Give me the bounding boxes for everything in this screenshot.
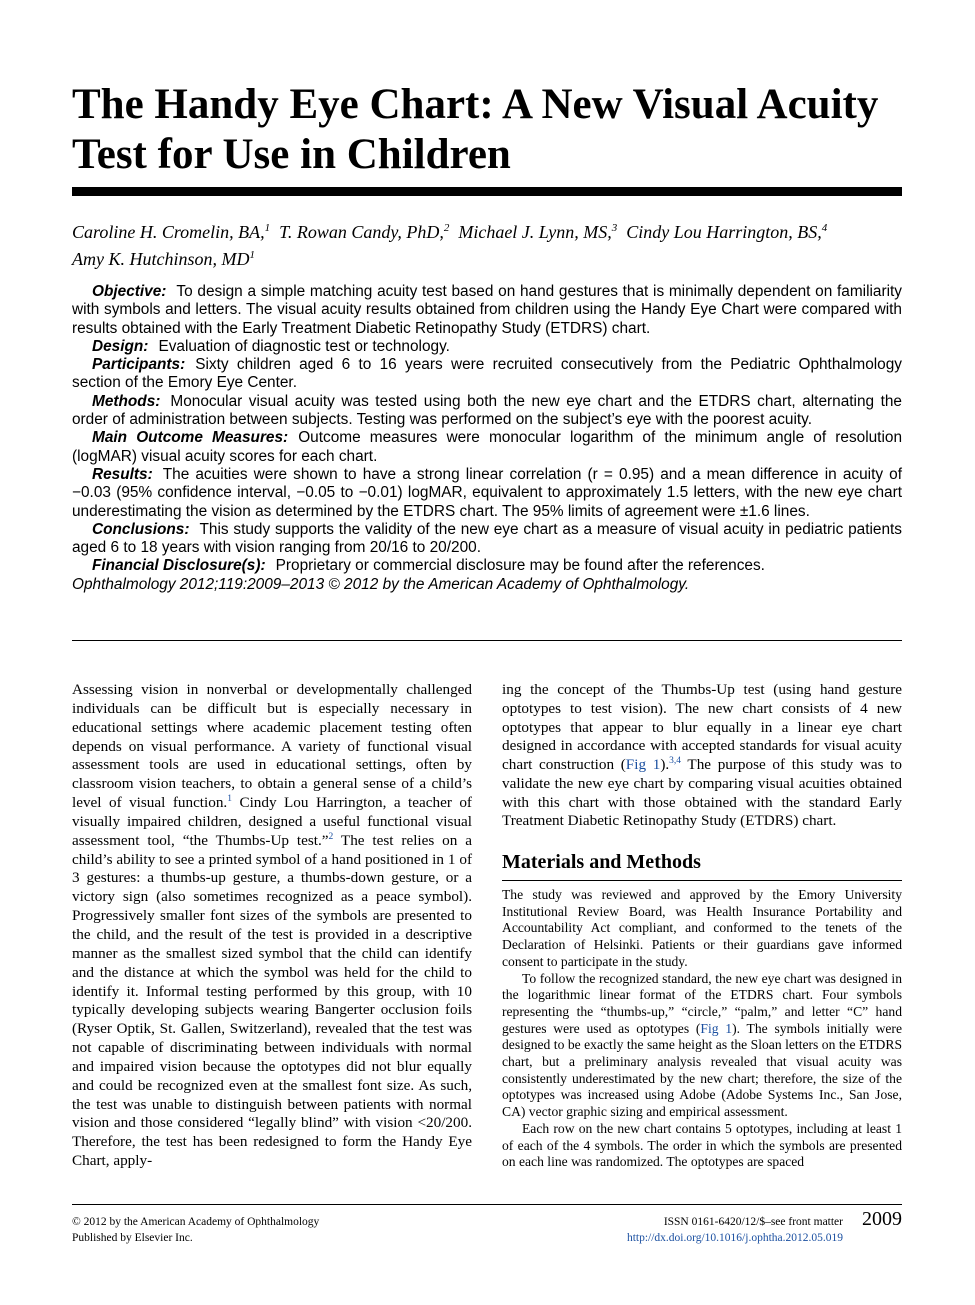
issn-line: ISSN 0161-6420/12/$–see front matter	[663, 1216, 843, 1228]
methods-paragraph: Each row on the new chart contains 5 optotypes, including at least 1 of each of the 4 symbols. The order in which the symbols are presented on each line was randomized. The optotypes are spaced	[502, 1120, 902, 1170]
section-heading: Materials and Methods	[502, 851, 701, 873]
abstract-label: Conclusions:	[92, 520, 190, 538]
abstract-text: To design a simple matching acuity test based on hand gestures that is minimally dependent on familiarity with symbols and letters. The visual acuity results obtained from children using the Handy Eye Chart were compared with results obtained with the Early Treatment Diabetic Retinopathy Study (ETDRS) chart.	[72, 283, 902, 337]
intro-paragraph	[72, 681, 472, 1171]
abstract-label: Participants:	[92, 356, 186, 374]
abstract-text: Sixty children aged 6 to 16 years were recruited consecutively from the Pediatric Ophthalmology section of the Emory Eye Center.	[72, 356, 902, 392]
body-text: ). The symbols initially were designed to be exactly the same height as the Sloan letters on the ETDRS chart, but a preliminary analysis revealed that visual acuity was consistently underestimated by the new chart; therefore, the size of the optotypes was increased using Adobe (Adobe Systems Inc., San Jose, CA) vector graphic sizing and empirical assessment.	[502, 1020, 902, 1120]
author-name: T. Rowan Candy, PhD,	[279, 222, 444, 242]
abstract-objective	[72, 283, 902, 338]
affiliation-mark: 3	[611, 222, 618, 234]
body-text: The purpose of this study was to validate the new eye chart by comparing visual acuities obtained with this chart with those obtained with the standard Early Treatment Diabetic Retinopathy Study (ETDRS) chart.	[502, 756, 902, 830]
abstract-text: Outcome measures were monocular logarithm of the minimum angle of resolution (logMAR) visual acuity scores for each chart.	[72, 429, 903, 465]
abstract	[72, 283, 902, 594]
abstract-text: The acuities were shown to have a strong linear correlation (r = 0.95) and a mean difference in acuity of −0.03 (95% confidence interval, −0.05 to −0.01) logMAR, equivalent to approximately 1.5 letters, with the new eye chart underestimating the vision as determined by the ETDRS chart. The 95% limits of agreement were ±1.6 lines.	[72, 465, 902, 520]
abstract-conclusions	[72, 521, 902, 558]
abstract-label: Methods:	[92, 392, 161, 410]
author-name: Michael J. Lynn, MS,	[458, 222, 612, 242]
abstract-results	[72, 466, 902, 521]
abstract-text: Evaluation of diagnostic test or technology.	[158, 337, 450, 355]
methods-paragraph: The study was reviewed and approved by the Emory University Institutional Review Board, was Health Insurance Portability and Accountability Act compliant, and conformed to the tenets of the Declaration of Helsinki. Patients or their guardians gave informed consent to participate in the study.	[502, 887, 902, 969]
figure-link[interactable]: Fig 1	[625, 756, 661, 773]
affiliation-mark: 1	[264, 222, 271, 234]
abstract-text: This study supports the validity of the new eye chart as a measure of visual acuity in pediatric patients aged 6 to 18 years with vision ranging from 20/16 to 20/200.	[72, 520, 902, 557]
page-number: 2009	[862, 1208, 902, 1230]
affiliation-mark: 2	[443, 222, 450, 234]
reference-link[interactable]: 1	[227, 794, 232, 804]
author-list	[72, 217, 902, 271]
article-title: The Handy Eye Chart: A New Visual Acuity Test for Use in Children	[72, 81, 879, 178]
abstract-participants	[72, 356, 902, 393]
abstract-text: Monocular visual acuity was tested using both the new eye chart and the ETDRS chart, alternating the order of administration between subjects. Testing was performed on the subject’s eye with the poorest acuity.	[72, 392, 902, 429]
abstract-outcome	[72, 429, 902, 466]
body-left-column	[72, 681, 472, 1171]
abstract-label: Results:	[92, 465, 153, 483]
abstract-label: Objective:	[92, 283, 167, 300]
affiliation-mark: 4	[821, 222, 828, 234]
body-text: To follow the recognized standard, the new eye chart was designed in the logarithmic linear format of the ETDRS chart. Four symbols representing the “thumbs-up,” “circle,” “palm,” and letter “C” hand gestures were used as optotypes (	[502, 970, 902, 1036]
footer-copyright	[72, 1214, 319, 1246]
intro-paragraph-continued	[502, 681, 902, 831]
reference-link[interactable]: 3,4	[669, 755, 682, 766]
footer-identifiers	[560, 1214, 843, 1246]
copyright-line: © 2012 by the American Academy of Ophthalmology	[72, 1216, 320, 1228]
methods-paragraph	[502, 971, 902, 1121]
body-text: ing the concept of the Thumbs-Up test (using hand gesture optotypes to test vision). The new chart consists of 4 new optotypes that appear to blur equally in a linear eye chart designed in accordance with accepted standards for visual acuity chart construction (	[502, 681, 902, 773]
body-text: Cindy Lou Harrington, a teacher of visually impaired children, designed a useful functional visual assessment tool, “the Thumbs-Up test.”	[72, 794, 472, 849]
section-rule	[502, 880, 902, 881]
abstract-label: Design:	[92, 337, 149, 355]
journal-citation: Ophthalmology 2012;119:2009–2013 © 2012 by the American Academy of Ophthalmology.	[72, 575, 690, 593]
publisher-line: Published by Elsevier Inc.	[72, 1232, 193, 1244]
body-text: The test relies on a child’s ability to see a printed symbol of a hand positioned in 1 of 3 gestures: a thumbs-up gesture, a thumbs-down gesture, or a victory sign (also sometimes recognized as a peace symbol). Progressively smaller font sizes of the symbols are presented to the child, and the result of the test is provided in a descriptive manner as the smallest sized symbol that the child can identify and the distance at which the symbol was held for the child to identify it. Informal testing performed by this group, with 10 typically developing subjects wearing Bangerter occlusion foils (Ryser Optik, St. Gallen, Switzerland), revealed that the test was not capable of discriminating between individuals with normal and impaired vision because the optotypes did not blur equally and could be recognized even at the smallest font size. As such, the test was unable to distinguish between patients with normal vision and those considered “legally blind” with vision <20/200. Therefore, the test has been redesigned to form the Handy Eye Chart, apply-	[72, 831, 473, 1170]
body-right-column	[502, 681, 902, 831]
abstract-design	[72, 338, 902, 356]
methods-text	[502, 887, 902, 1171]
abstract-label: Financial Disclosure(s):	[92, 557, 266, 575]
abstract-disclosure	[72, 557, 902, 575]
body-text: Assessing vision in nonverbal or developmentally challenged individuals can be difficult but is especially necessary in educational settings where academic placement testing often depends on visual performance. A variety of functional visual assessment tools are used in educational settings, often by classroom vision teachers, to obtain a general sense of a child’s level of visual function.	[72, 681, 472, 812]
author-name: Caroline H. Cromelin, BA,	[72, 222, 265, 242]
abstract-rule	[72, 640, 902, 641]
reference-link[interactable]: 2	[328, 831, 334, 842]
title-rule	[72, 187, 902, 196]
abstract-text: Proprietary or commercial disclosure may be found after the references.	[275, 557, 765, 575]
abstract-label: Main Outcome Measures:	[92, 429, 289, 447]
affiliation-mark: 1	[249, 249, 255, 261]
figure-link[interactable]: Fig 1	[700, 1020, 733, 1036]
doi-link[interactable]: http://dx.doi.org/10.1016/j.ophtha.2012.05.019	[626, 1232, 843, 1244]
footer-rule	[72, 1204, 902, 1205]
author-name: Amy K. Hutchinson, MD	[72, 249, 250, 269]
abstract-methods	[72, 393, 902, 430]
body-text: ).	[660, 756, 670, 773]
author-name: Cindy Lou Harrington, BS,	[626, 222, 822, 242]
